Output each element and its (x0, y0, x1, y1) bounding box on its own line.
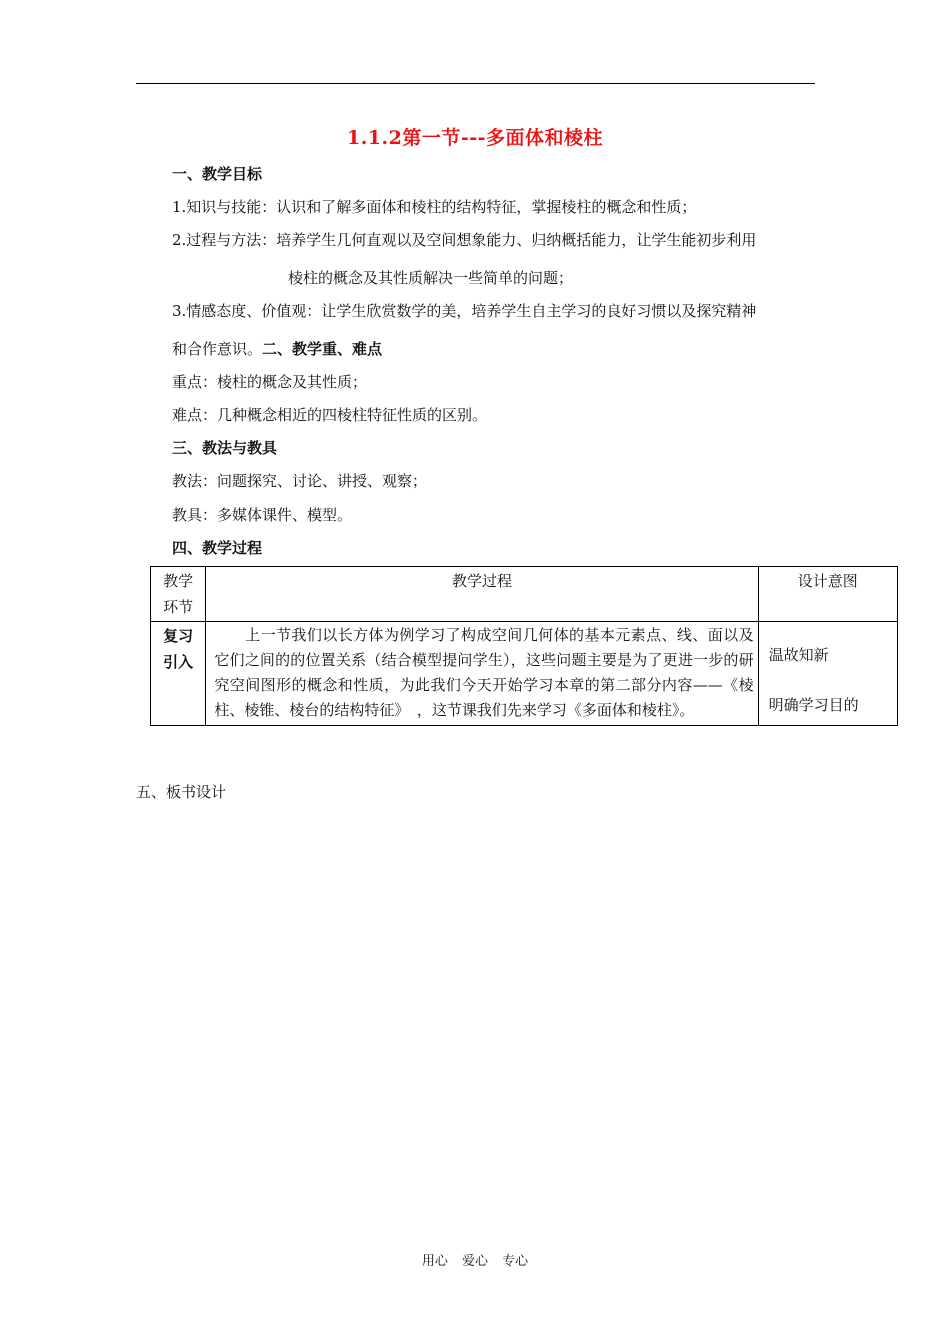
table-header-row (151, 567, 898, 622)
process-cell: 上一节我们以长方体为例学习了构成空间几何体的基本元素点、线、面以及它们之间的的位置关系（结合模型提问学生），这些问题主要是为了更进一步的研究空间图形的概念和性质，为此我们今天开始学习本章的第二部分内容——《棱柱、棱锥、棱台的结构特征》 ，这节课我们先来学习《多面体和棱柱》。 (206, 622, 758, 726)
intent-line1: 温故知新 (768, 646, 829, 664)
document-title: 1.1.2第一节---多面体和棱柱 (346, 127, 604, 149)
teaching-process-table (150, 566, 898, 726)
page-footer (0, 1250, 950, 1269)
key-point: 重点：棱柱的概念及其性质； (172, 373, 368, 391)
objective-process-line2: 棱柱的概念及其性质解决一些简单的问题； (288, 269, 574, 287)
intent-line2: 明确学习目的 (768, 696, 859, 714)
section5-heading: 五、板书设计 (136, 783, 227, 801)
section4-heading: 四、教学过程 (172, 539, 263, 557)
stage-line1: 复习 (163, 627, 194, 645)
teaching-tools: 教具：多媒体课件、模型。 (172, 506, 353, 524)
table-row (151, 622, 898, 726)
header-intent-cell: 设计意图 (758, 567, 897, 622)
objective-attitude-line2-wrapper (172, 339, 382, 359)
header-stage-line2: 环节 (163, 598, 194, 616)
footer-word1: 用心 (421, 1254, 448, 1269)
intent-cell (758, 622, 897, 726)
objective-attitude-line1: 3.情感态度、价值观：让学生欣赏数学的美，培养学生自主学习的良好习惯以及探究精神 (172, 302, 757, 320)
header-stage-cell (151, 567, 206, 622)
footer-word3: 专心 (502, 1254, 529, 1269)
header-stage-line1: 教学 (163, 572, 194, 590)
section1-heading: 一、教学目标 (172, 165, 263, 183)
section3-heading: 三、教法与教具 (172, 439, 278, 457)
objective-attitude-line2: 和合作意识。 (172, 340, 263, 358)
difficult-point: 难点：几种概念相近的四棱柱特征性质的区别。 (172, 406, 488, 424)
teaching-methods: 教法：问题探究、讨论、讲授、观察； (172, 472, 428, 490)
section2-heading: 二、教学重、难点 (262, 340, 383, 358)
header-process-cell: 教学过程 (206, 567, 758, 622)
footer-word2: 爱心 (461, 1254, 488, 1269)
objective-process-line1: 2.过程与方法：培养学生几何直观以及空间想象能力、归纳概括能力，让学生能初步利用 (172, 231, 757, 249)
objective-knowledge: 1.知识与技能：认识和了解多面体和棱柱的结构特征，掌握棱柱的概念和性质； (172, 198, 697, 216)
stage-cell (151, 622, 206, 726)
stage-line2: 引入 (163, 653, 194, 671)
header-rule (136, 83, 815, 84)
